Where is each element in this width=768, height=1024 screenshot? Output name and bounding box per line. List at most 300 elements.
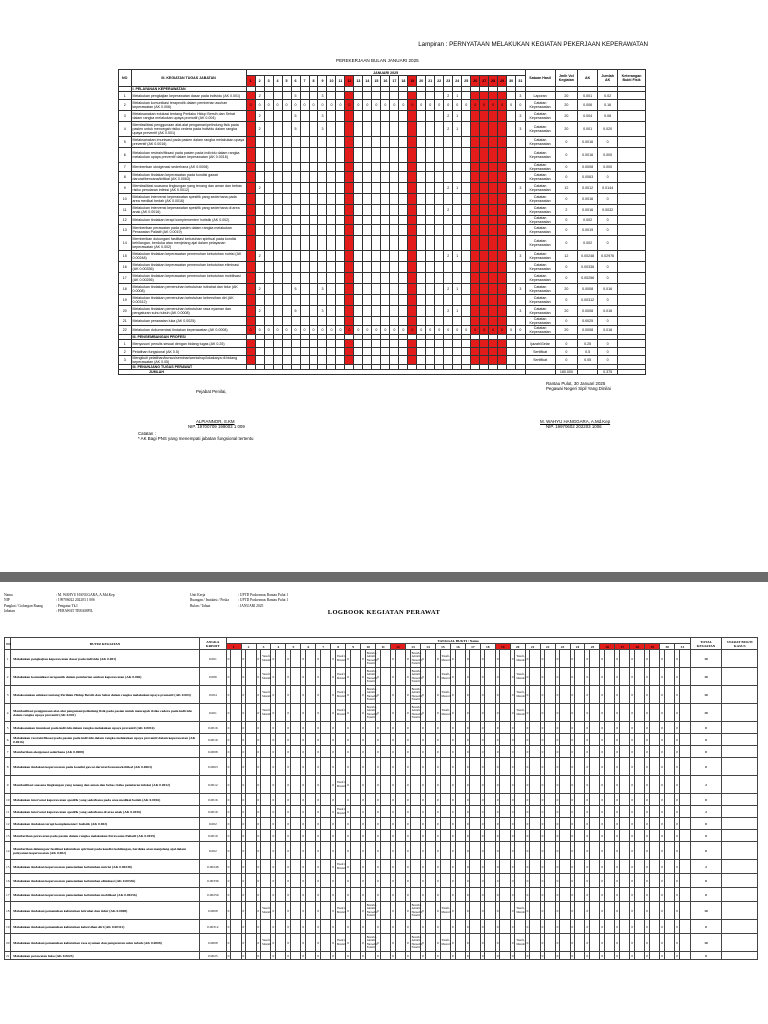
day-cell xyxy=(264,251,273,262)
day-count: 0 xyxy=(600,806,605,818)
total-ak: 0.020 xyxy=(598,122,618,137)
patient-name: Nuraedi1, xyxy=(411,942,423,946)
day-count: 0 xyxy=(466,953,469,958)
day-cell xyxy=(291,163,300,172)
day-names xyxy=(320,734,330,746)
day-cell xyxy=(435,306,444,317)
day-names xyxy=(649,650,659,668)
logbook-row xyxy=(5,758,758,776)
day-names xyxy=(634,704,644,722)
day-names xyxy=(605,758,615,776)
day-count: 0 xyxy=(495,874,500,888)
day-names xyxy=(440,842,450,860)
day-cell xyxy=(507,262,516,273)
day-count: 0 xyxy=(540,806,545,818)
day-names xyxy=(545,818,555,830)
day-names xyxy=(590,746,600,758)
day-cell xyxy=(381,295,390,306)
day-cell xyxy=(300,172,309,183)
day-count: 0 xyxy=(407,953,409,958)
total-activities: 0 xyxy=(690,758,722,776)
day-cell xyxy=(417,306,426,317)
day-names xyxy=(575,830,585,842)
day-cell: 0 xyxy=(444,326,453,335)
day-names xyxy=(395,920,405,934)
day-count: 0 xyxy=(660,830,665,842)
day-header: 19 xyxy=(495,644,510,650)
day-names xyxy=(395,888,405,902)
day-count: 0 xyxy=(660,902,665,920)
day-count: 0 xyxy=(286,704,291,722)
day-cell xyxy=(426,348,435,356)
day-names xyxy=(231,746,241,758)
day-cell xyxy=(516,348,525,356)
table-row xyxy=(119,295,646,306)
day-count: 0 xyxy=(585,686,590,704)
day-cell xyxy=(291,194,300,205)
total-activities: 0 xyxy=(690,794,722,806)
day-count: 0 xyxy=(510,874,515,888)
day-cell xyxy=(435,111,444,122)
day-count: 0 xyxy=(660,806,665,818)
logbook-page xyxy=(0,582,768,1024)
day-count: 0 xyxy=(286,842,291,860)
patient-name: Yusuf1, xyxy=(262,691,271,695)
day-names xyxy=(350,746,360,758)
day-names xyxy=(530,746,540,758)
day-names xyxy=(350,758,360,776)
day-cell xyxy=(426,273,435,284)
total-ak: 0 xyxy=(598,273,618,284)
day-names xyxy=(380,704,390,722)
day-cell xyxy=(327,273,336,284)
row-number: 1 xyxy=(119,92,132,100)
day-cell xyxy=(390,356,399,365)
day-count: 0 xyxy=(406,818,411,830)
day-count: 0 xyxy=(465,806,470,818)
day-count: 0 xyxy=(570,888,575,902)
day-names xyxy=(246,794,256,806)
info-value: : UPTD Puskesmas Rantau Pulut 1 xyxy=(238,598,289,603)
day-count: 0 xyxy=(465,776,470,794)
day-names xyxy=(634,746,644,758)
day-count: 0 xyxy=(465,668,470,686)
day-names xyxy=(649,704,659,722)
day-cell xyxy=(345,216,354,225)
row-number: 12 xyxy=(5,818,11,830)
day-cell xyxy=(336,340,345,348)
day-names xyxy=(545,734,555,746)
day-cell xyxy=(327,92,336,100)
day-cell xyxy=(489,356,498,365)
day-count: 0 xyxy=(615,722,620,734)
day-count: 0 xyxy=(346,842,351,860)
day-cell xyxy=(336,205,345,216)
day-names xyxy=(485,704,495,722)
day-count: 0 xyxy=(376,860,381,874)
day-cell xyxy=(507,284,516,295)
day-names xyxy=(276,668,286,686)
day-names xyxy=(350,830,360,842)
day-count: 0 xyxy=(465,842,470,860)
day-cell xyxy=(390,262,399,273)
row-number: 16 xyxy=(5,874,11,888)
keterangan xyxy=(618,137,646,148)
day-names xyxy=(470,746,480,758)
day-cell xyxy=(489,216,498,225)
day-cell xyxy=(489,236,498,251)
day-cell xyxy=(354,356,363,365)
day-cell xyxy=(408,348,417,356)
day-cell xyxy=(516,340,525,348)
ak-value: 0.25 xyxy=(578,340,598,348)
day-names xyxy=(605,794,615,806)
day-names xyxy=(246,704,256,722)
day-cell xyxy=(327,262,336,273)
day-count: 0 xyxy=(645,650,650,668)
day-names xyxy=(276,874,286,888)
day-names xyxy=(470,650,480,668)
day-count: 0 xyxy=(600,686,605,704)
day-cell xyxy=(309,137,318,148)
day-header: 30 xyxy=(660,644,675,650)
day-names xyxy=(425,920,435,934)
day-cell xyxy=(372,205,381,216)
day-names xyxy=(560,920,570,934)
day-names xyxy=(515,668,525,686)
day-count: 0 xyxy=(555,934,560,952)
day-cell xyxy=(399,295,408,306)
day-names xyxy=(619,920,629,934)
patient-name: Amrul1, xyxy=(366,907,377,911)
logbook-row xyxy=(5,842,758,860)
bukti-cell xyxy=(722,686,758,704)
day-cell xyxy=(507,236,516,251)
day-names xyxy=(590,860,600,874)
day-cell xyxy=(498,356,507,365)
day-names xyxy=(395,758,405,776)
total-activities: 0 xyxy=(690,888,722,902)
day-count: 0 xyxy=(421,953,424,958)
keterangan xyxy=(618,356,646,365)
day-count: 0 xyxy=(420,920,425,934)
day-header: 2 xyxy=(255,76,264,87)
row-number: 11 xyxy=(119,205,132,216)
patient-name: Fuzail1 xyxy=(366,945,376,949)
day-count: 0 xyxy=(510,806,515,818)
day-cell xyxy=(498,122,507,137)
day-cell xyxy=(471,262,480,273)
day-count: 0 xyxy=(346,650,351,668)
day-names xyxy=(545,746,555,758)
day-count: 0 xyxy=(226,920,231,934)
day-count: 0 xyxy=(361,794,366,806)
day-names xyxy=(634,794,644,806)
day-header: 6 xyxy=(291,76,300,87)
day-count: 0 xyxy=(525,704,530,722)
day-count: 0 xyxy=(630,686,635,704)
day-cell xyxy=(417,122,426,137)
day-count: 0 xyxy=(316,902,321,920)
logbook-row xyxy=(5,860,758,874)
day-cell xyxy=(273,163,282,172)
day-names xyxy=(335,830,345,842)
day-cell xyxy=(390,225,399,236)
day-cell xyxy=(255,262,264,273)
day-count: 0 xyxy=(510,794,515,806)
day-count: 0 xyxy=(435,874,440,888)
day-cell: 0 xyxy=(282,326,291,335)
row-number: 2 xyxy=(119,100,132,111)
day-names xyxy=(575,818,585,830)
day-cell xyxy=(417,284,426,295)
day-names xyxy=(530,686,540,704)
day-names xyxy=(291,650,301,668)
day-count: 0 xyxy=(226,888,231,902)
day-count: 0 xyxy=(286,874,291,888)
day-count: 0 xyxy=(480,650,485,668)
day-names xyxy=(470,734,480,746)
day-cell xyxy=(444,295,453,306)
ak-value: 0.5 xyxy=(578,348,598,356)
day-names xyxy=(410,734,420,746)
day-cell xyxy=(399,148,408,163)
day-count: 0 xyxy=(450,704,455,722)
day-count: 0 xyxy=(526,953,529,958)
day-names xyxy=(455,874,465,888)
day-cell xyxy=(264,122,273,137)
day-names xyxy=(575,746,585,758)
day-cell xyxy=(462,306,471,317)
day-names xyxy=(619,758,629,776)
day-names xyxy=(231,902,241,920)
day-cell: 3 xyxy=(516,306,525,317)
day-names xyxy=(649,860,659,874)
day-names xyxy=(500,934,510,952)
day-names xyxy=(291,920,301,934)
day-cell xyxy=(354,205,363,216)
day-count: 0 xyxy=(256,818,261,830)
day-cell xyxy=(507,163,516,172)
day-header: 25 xyxy=(585,644,600,650)
day-count: 0 xyxy=(465,650,470,668)
day-cell: 0 xyxy=(435,326,444,335)
volume: 0 xyxy=(555,137,578,148)
day-count: 0 xyxy=(286,888,291,902)
day-count: 0 xyxy=(675,920,680,934)
day-cell xyxy=(273,137,282,148)
day-names xyxy=(515,758,525,776)
row-number: 21 xyxy=(119,317,132,326)
volume: 0 xyxy=(555,216,578,225)
day-count: 0 xyxy=(301,776,306,794)
day-count: 0 xyxy=(361,842,366,860)
total-activities: 10 xyxy=(690,902,722,920)
day-cell: 3 xyxy=(318,284,327,295)
day-cell xyxy=(363,295,372,306)
day-names xyxy=(605,860,615,874)
day-cell xyxy=(327,284,336,295)
day-names xyxy=(470,952,480,960)
day-cell xyxy=(381,273,390,284)
day-count: 0 xyxy=(675,650,680,668)
day-count: 0 xyxy=(555,668,560,686)
day-cell: 0 xyxy=(336,100,345,111)
day-cell xyxy=(300,148,309,163)
day-cell: 0 xyxy=(462,100,471,111)
day-names xyxy=(485,686,495,704)
info-value: : Pengatur Tk.I xyxy=(56,603,78,608)
bukti-cell xyxy=(722,650,758,668)
day-names xyxy=(335,888,345,902)
day-count: 0 xyxy=(271,860,276,874)
day-count: 0 xyxy=(510,920,515,934)
day-names xyxy=(545,934,555,952)
header-activity: III. KEGIATAN TUGAS JABATAN xyxy=(131,70,246,87)
day-names xyxy=(276,746,286,758)
day-cell: 1 xyxy=(453,111,462,122)
day-names xyxy=(455,686,465,704)
day-names xyxy=(305,888,315,902)
day-cell xyxy=(300,122,309,137)
day-count: 0 xyxy=(661,953,663,958)
day-names xyxy=(231,818,241,830)
day-names xyxy=(261,806,271,818)
day-count: 0 xyxy=(615,888,620,902)
logbook-row xyxy=(5,874,758,888)
day-names xyxy=(500,746,510,758)
satuan-hasil: Catatan Keperawatan xyxy=(525,205,555,216)
total-ak: 0.02976 xyxy=(598,251,618,262)
ak-value: 0.002 xyxy=(578,216,598,225)
day-names xyxy=(485,746,495,758)
day-names xyxy=(380,758,390,776)
day-names xyxy=(605,934,615,952)
day-cell xyxy=(354,183,363,194)
day-cell: 3 xyxy=(516,111,525,122)
day-count: 0 xyxy=(570,842,575,860)
day-names xyxy=(485,842,495,860)
total-activities: 10 xyxy=(690,686,722,704)
day-count: 0 xyxy=(600,704,605,722)
day-count: 0 xyxy=(660,920,665,934)
day-cell xyxy=(480,317,489,326)
day-cell xyxy=(480,284,489,295)
day-count: 0 xyxy=(585,794,590,806)
day-names xyxy=(395,860,405,874)
keterangan xyxy=(618,340,646,348)
activity-name: Memberikan perawatan pada pasien dalam rangka melakukan Perawatan Paliatif (AK 0.0019) xyxy=(131,225,246,236)
day-names xyxy=(649,934,659,952)
day-cell xyxy=(453,340,462,348)
day-names xyxy=(410,794,420,806)
day-count: 0 xyxy=(420,842,425,860)
day-count: 0 xyxy=(346,860,351,874)
info-label: Bulan / Tahun xyxy=(190,603,211,608)
day-names xyxy=(410,830,420,842)
day-cell xyxy=(246,137,255,148)
day-count: 0 xyxy=(510,860,515,874)
day-cell xyxy=(264,284,273,295)
day-names xyxy=(545,650,555,668)
row-number: 1 xyxy=(119,340,132,348)
day-cell xyxy=(444,216,453,225)
day-names xyxy=(679,704,690,722)
day-count: 0 xyxy=(675,902,680,920)
day-count: 0 xyxy=(540,686,545,704)
day-count: 0 xyxy=(241,746,246,758)
day-names xyxy=(231,704,241,722)
day-count: 0 xyxy=(451,953,454,958)
info-label: Jabatan xyxy=(4,609,15,614)
day-cell xyxy=(327,183,336,194)
day-cell: 0 xyxy=(453,100,462,111)
ak-value: 0.002 xyxy=(199,842,226,860)
day-cell xyxy=(345,92,354,100)
day-names xyxy=(500,952,510,960)
day-cell xyxy=(489,284,498,295)
day-count: 0 xyxy=(376,704,381,722)
day-cell xyxy=(282,306,291,317)
day-count: 0 xyxy=(495,650,500,668)
day-cell: 0 xyxy=(327,326,336,335)
day-names xyxy=(320,650,330,668)
day-names xyxy=(679,830,690,842)
day-count: 0 xyxy=(570,920,575,934)
table-row xyxy=(119,100,646,111)
day-count: 0 xyxy=(570,902,575,920)
day-count: 0 xyxy=(391,874,396,888)
day-cell xyxy=(282,163,291,172)
day-cell xyxy=(273,306,282,317)
day-count: 0 xyxy=(660,650,665,668)
day-count: 0 xyxy=(420,746,425,758)
day-names xyxy=(395,722,405,734)
day-cell xyxy=(480,216,489,225)
day-count: 0 xyxy=(480,722,485,734)
day-cell xyxy=(363,356,372,365)
day-names xyxy=(575,920,585,934)
day-count: 0 xyxy=(615,794,620,806)
day-names xyxy=(350,874,360,888)
day-names xyxy=(320,746,330,758)
day-cell xyxy=(309,356,318,365)
day-cell xyxy=(300,284,309,295)
day-count: 0 xyxy=(495,860,500,874)
day-count: 0 xyxy=(226,722,231,734)
day-count: 0 xyxy=(301,842,306,860)
day-cell xyxy=(498,284,507,295)
day-count: 0 xyxy=(630,776,635,794)
day-cell xyxy=(471,356,480,365)
day-names xyxy=(276,952,286,960)
day-count: 0 xyxy=(420,902,425,920)
day-cell xyxy=(318,356,327,365)
day-cell xyxy=(408,317,417,326)
day-count: 0 xyxy=(361,920,366,934)
day-names xyxy=(410,842,420,860)
day-cell xyxy=(399,137,408,148)
day-count: 0 xyxy=(406,758,411,776)
day-count: 0 xyxy=(555,830,560,842)
day-count: 0 xyxy=(286,934,291,952)
day-names xyxy=(530,794,540,806)
day-names xyxy=(425,794,435,806)
day-cell xyxy=(363,348,372,356)
day-names xyxy=(560,746,570,758)
day-count: 0 xyxy=(570,934,575,952)
day-cell xyxy=(318,137,327,148)
